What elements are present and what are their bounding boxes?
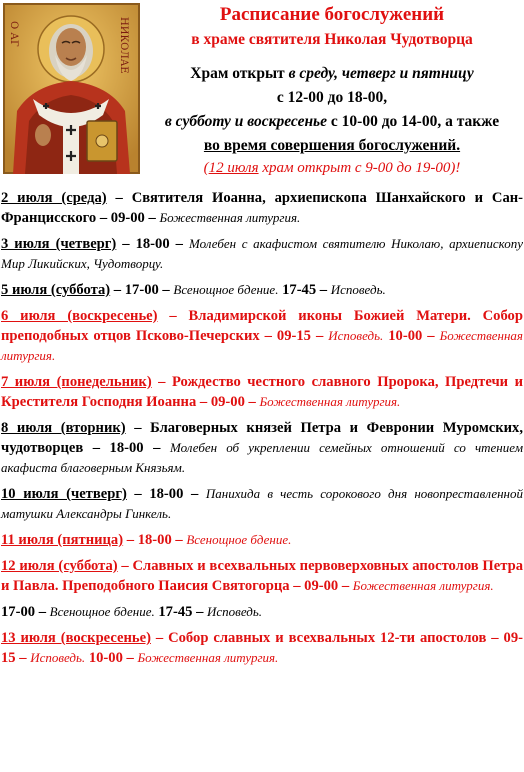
entry-text: – Славных и всехвальных первоверховных апостолов Петра и Павла. Преподобного Паисия Святогорца – 09-00 – <box>1 558 523 594</box>
schedule-entry-6 <box>1 306 523 366</box>
entry-date: 5 июля (суббота) <box>1 282 111 298</box>
entry-service: Исповедь. <box>328 328 384 343</box>
open-days-line <box>140 62 524 86</box>
schedule-entry-11 <box>1 530 523 550</box>
weekend-hours-line <box>140 110 524 134</box>
entry-date: 10 июля (четверг) <box>1 486 127 502</box>
entry-text: – 18-00 – <box>116 236 189 252</box>
entry-date: 12 июля (суббота) <box>1 558 118 574</box>
weekday-hours: с 12-00 до 18-00, <box>276 89 388 106</box>
entry-service: Всенощное бдение. <box>173 282 279 297</box>
entry-date: 3 июля (четверг) <box>1 236 117 252</box>
entry-date: 11 июля (пятница) <box>1 532 124 548</box>
schedule-entry-2 <box>1 188 523 228</box>
entry-service: Божественная литургия. <box>159 210 301 225</box>
entry-text: 17-00 – <box>1 604 50 620</box>
entry-service: Всенощное бдение. <box>49 604 155 619</box>
entry-text: – Святителя Иоанна, архиепископа Шанхайского и Сан-Франциcского – 09-00 – <box>1 190 524 226</box>
entry-date: 6 июля (воскресенье) <box>1 308 158 324</box>
entry-service: Всенощное бдение. <box>186 532 292 547</box>
schedule-list <box>1 188 523 674</box>
schedule-header <box>140 2 524 178</box>
entry-date: 2 июля (среда) <box>1 190 107 206</box>
schedule-entry-13 <box>1 628 523 668</box>
special-note-date: 12 июля <box>208 160 259 176</box>
weekend-days: в субботу и воскресенье <box>164 113 328 130</box>
schedule-entry-5 <box>1 280 523 300</box>
schedule-entry-7 <box>1 372 523 412</box>
icon-right-inscription: НИКОЛАЕ <box>118 17 129 74</box>
entry-service: Исповедь. <box>30 650 86 665</box>
open-days: в среду, четверг и пятницу <box>288 65 474 82</box>
special-note-text: храм открыт с 9-00 до 19-00)! <box>258 160 461 176</box>
entry-date: 13 июля (воскресенье) <box>1 630 151 646</box>
entry-text: – Собор славных и всехвальных 12-ти апостолов – 09-15 – <box>1 630 523 666</box>
entry-text-2: 17-45 – <box>278 282 331 298</box>
page-subtitle: в храме святителя Николая Чудотворца <box>191 31 473 48</box>
entry-text: – 18-00 – <box>123 532 187 548</box>
entry-text: – Благоверных князей Петра и Февронии Муромских, чудотворцев – 18-00 – <box>1 420 523 456</box>
special-note-open: ( <box>203 160 209 176</box>
entry-service: Молебен с акафистом святителю Николаю, архиепископу Мир Ликийских, Чудотворцу. <box>1 236 523 271</box>
entry-text: – Рождество честного славного Пророка, Предтечи и Крестителя Господня Иоанна – 09-00 – <box>1 374 523 410</box>
entry-service-2: Божественная литургия. <box>137 650 279 665</box>
schedule-entry-10 <box>1 484 523 524</box>
entry-service-2: Исповедь. <box>207 604 263 619</box>
entry-service: Божественная литургия. <box>259 394 401 409</box>
entry-service-2: Исповедь. <box>330 282 386 297</box>
st-nicholas-icon <box>3 3 140 174</box>
entry-date: 7 июля (понедельник) <box>1 374 152 390</box>
weekend-hours: с 10-00 до 14-00, а также <box>327 113 500 130</box>
icon-left-inscription: О АГ <box>8 21 19 47</box>
services-note: во время совершения богослужений. <box>203 137 461 154</box>
schedule-entry-8 <box>1 418 523 478</box>
entry-text: – Владимирской иконы Божией Матери. Собор преподобных отцов Псково-Печерских – 09-15 – <box>1 308 523 344</box>
open-days-lead: Храм открыт <box>190 65 289 82</box>
entry-text-2: 10-00 – <box>383 328 440 344</box>
entry-text: – 18-00 – <box>126 486 206 502</box>
entry-service: Панихида в честь сорокового дня новопреставленной матушки Александры Гинкель. <box>1 486 523 521</box>
schedule-entry-12-evening <box>1 602 523 622</box>
entry-text: – 17-00 – <box>110 282 174 298</box>
schedule-entry-3 <box>1 234 523 274</box>
entry-date: 8 июля (вторник) <box>1 420 126 436</box>
entry-text-2: 10-00 – <box>85 650 138 666</box>
special-note <box>140 158 524 178</box>
entry-text-2: 17-45 – <box>154 604 208 620</box>
entry-service: Божественная литургия. <box>352 578 494 593</box>
entry-service-2: Божественная литургия. <box>1 328 523 363</box>
entry-service: Молебен об укреплении семейных отношений со чтением акафиста благоверным Князьям. <box>1 440 524 475</box>
page-title: Расписание богослужений <box>219 4 445 25</box>
schedule-entry-12 <box>1 556 523 596</box>
